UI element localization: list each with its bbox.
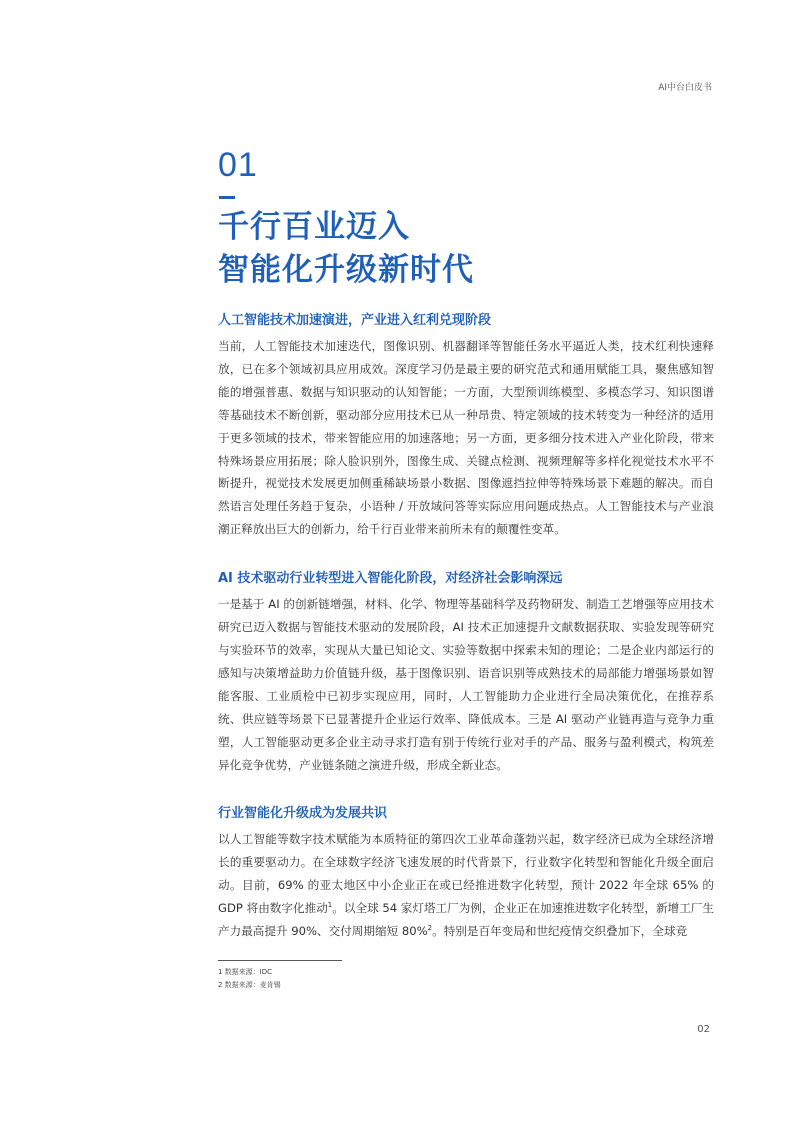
chapter-title bbox=[218, 206, 474, 292]
main-content bbox=[218, 311, 714, 971]
section-heading: AI 技术驱动行业转型进入智能化阶段，对经济社会影响深远 bbox=[218, 571, 563, 587]
body-text: 。特别是百年变局和世纪疫情交织叠加下，全球竞 bbox=[432, 924, 688, 939]
section-body: 当前，人工智能技术加速迭代，图像识别、机器翻译等智能任务水平逼近人类，技术红利快速释放，已在多个领域初具应用成效。深度学习仍是最主要的研究范式和通用赋能工具，聚焦感知智能的增强普惠、数据与知识驱动的认知智能；一方面，大型预训练模型、多模态学习、知识图谱等基础技术不断创新，驱动部分应用技术已从一种昂贵、特定领域的技术转变为一种经济的适用于更多领域的技术，带来智能应用的加速落地；另一方面，更多细分技术进入产业化阶段，带来特殊场景应用拓展；除人脸识别外，图像生成、关键点检测、视频理解等多样化视觉技术水平不断提升，视觉技术发展更加侧重稀缺场景小数据、图像遮挡拉伸等特殊场景下难题的解决。而自然语言处理任务趋于复杂，小语种 / 开放域问答等实际应用问题成热点。人工智能技术与产业浪潮正释放出巨大的创新力，给千行百业带来前所未有的颠覆性变革。 bbox=[218, 339, 714, 537]
footnotes bbox=[218, 966, 281, 992]
section-heading: 人工智能技术加速演进，产业进入红利兑现阶段 bbox=[218, 313, 492, 328]
footnote: 1 数据来源：IDC bbox=[218, 968, 273, 976]
chapter-title-line-1: 千行百业迈入 bbox=[218, 209, 410, 245]
chapter-divider bbox=[219, 196, 235, 199]
chapter-title-line-2: 智能化升级新时代 bbox=[218, 252, 474, 288]
footnote: 2 数据来源：麦肯锡 bbox=[218, 981, 281, 989]
header-label: AI中台白皮书 bbox=[658, 83, 712, 93]
body-text: 以人工智能等数字技术赋能为本质特征的第四次工业革命蓬勃兴起，数字经济已成为全球经济增长的重要驱动力。在全球数字经济飞速发展的时代背景下，行业数字化转型和智能化升级全面启动。目前，69% 的亚太地区中小企业正在或已经推进数字化转型，预计 2022 年全球 65% 的 GDP 将由数字化推动 bbox=[218, 832, 714, 916]
footnote-ref[interactable]: 1 bbox=[327, 901, 333, 910]
section-consensus bbox=[218, 804, 714, 943]
body-text: 。以全球 54 家灯塔工厂为例，企业正在加速推进数字化转型，新增工厂生产力最高提升 90%、交付周期缩短 80% bbox=[218, 901, 714, 939]
section-ai-tech bbox=[218, 311, 714, 541]
footnote-ref[interactable]: 2 bbox=[427, 924, 433, 933]
section-industry-transform bbox=[218, 569, 714, 776]
section-heading: 行业智能化升级成为发展共识 bbox=[218, 806, 388, 822]
page-number: 02 bbox=[697, 1024, 710, 1035]
chapter-number: 01 bbox=[218, 146, 258, 184]
section-body bbox=[218, 828, 714, 943]
footnote-divider bbox=[218, 960, 342, 961]
section-body: 一是基于 AI 的创新链增强，材料、化学、物理等基础科学及药物研发、制造工艺增强等应用技术研究已迈入数据与智能技术驱动的发展阶段，AI 技术正加速提升文献数据获取、实验发现等研究与实验环节的效率，实现从大量已知论文、实验等数据中探索未知的理论；二是企业内部运行的感知与决策增益助力价值链升级，基于图像识别、语音识别等成熟技术的局部能力增强场景如智能客服、工业质检中已初步实现应用，同时，人工智能助力企业进行全局决策优化，在推荐系统、供应链等场景下已显著提升企业运行效率、降低成本。三是 AI 驱动产业链再造与竞争力重塑，人工智能驱动更多企业主动寻求打造有别于传统行业对手的产品、服务与盈利模式，构筑差异化竞争优势，产业链条随之演进升级，形成全新业态。 bbox=[218, 597, 714, 772]
